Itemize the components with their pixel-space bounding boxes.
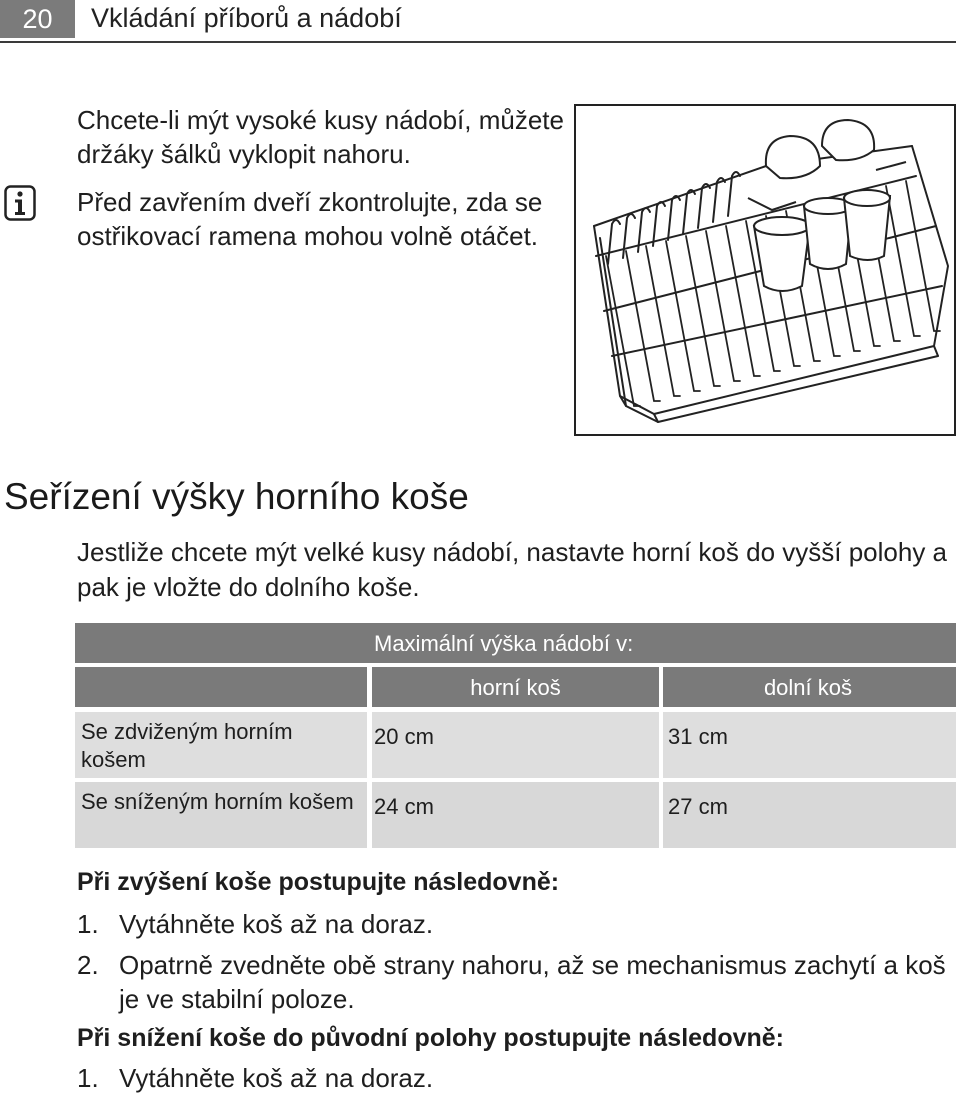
step-number: 1. [77,1063,99,1093]
cup-holder-prong [683,190,695,234]
cup-holder-prong [668,196,680,240]
page-header [0,0,956,40]
table-row [75,712,956,778]
rack-wire [686,236,720,386]
step-number: 2. [77,950,99,980]
table-header-empty [75,667,367,707]
raise-heading: Při zvýšení koše postupujte následovně: [77,868,560,896]
rack-wire [646,246,680,396]
section-title: Seřízení výšky horního koše [4,476,469,517]
row-label: Se zdviženým horním košem [75,712,367,778]
table-header-lower: dolní koš [663,667,956,707]
step-text: Vytáhněte koš až na doraz. [119,1063,434,1093]
rack-wire [906,181,940,331]
header-title: Vkládání příborů a nádobí [91,3,402,33]
cup-holder-prong [698,184,710,228]
row-lower-value: 31 cm [663,712,956,778]
raise-steps-list [77,907,957,1017]
lower-heading: Při snížení koše do původní polohy postupujte následovně: [77,1024,785,1052]
table-header-max-height: Maximální výška nádobí v: [374,631,634,656]
rack-wire [726,226,760,376]
step-number: 1. [77,909,99,939]
info-icon [4,185,36,221]
cup-holder-prong [608,220,620,264]
table-row [75,782,956,848]
cup-holder-prong [623,214,635,258]
rack-wire [706,231,740,381]
section-paragraph: Jestliže chcete mýt velké kusy nádobí, nastavte horní koš do vyšší polohy a pak je vložte do dolního koše. [77,537,947,602]
upper-basket-drawing [576,106,954,434]
row-lower-value: 27 cm [663,782,956,848]
table-header-row-2 [75,667,956,707]
lower-steps-list [77,1061,957,1095]
row-label: Se sníženým horním košem [75,782,367,848]
page-number: 20 [0,0,75,38]
step-text: Vytáhněte koš až na doraz. [119,909,434,939]
step-text: Opatrně zvedněte obě strany nahoru, až se mechanismus zachytí a koš je ve stabilní poloze. [119,950,946,1014]
header-divider [0,41,956,43]
raise-instructions [77,868,957,897]
intro-paragraph-2: Před zavřením dveří zkontrolujte, zda se ostřikovací ramena mohou volně otáčet. [77,187,543,251]
table-header-upper: horní koš [372,667,659,707]
rack-wire [626,251,660,401]
rack-wire [666,241,700,391]
row-upper-value: 24 cm [372,782,659,848]
lower-instructions [77,1024,957,1053]
row-upper-value: 20 cm [372,712,659,778]
rack-wire [886,186,920,336]
intro-paragraph-1: Chcete-li mýt vysoké kusy nádobí, můžete držáky šálků vyklopit nahoru. [77,105,564,169]
dish-rack-illustration [574,104,956,436]
table-header-row-1 [75,623,956,663]
